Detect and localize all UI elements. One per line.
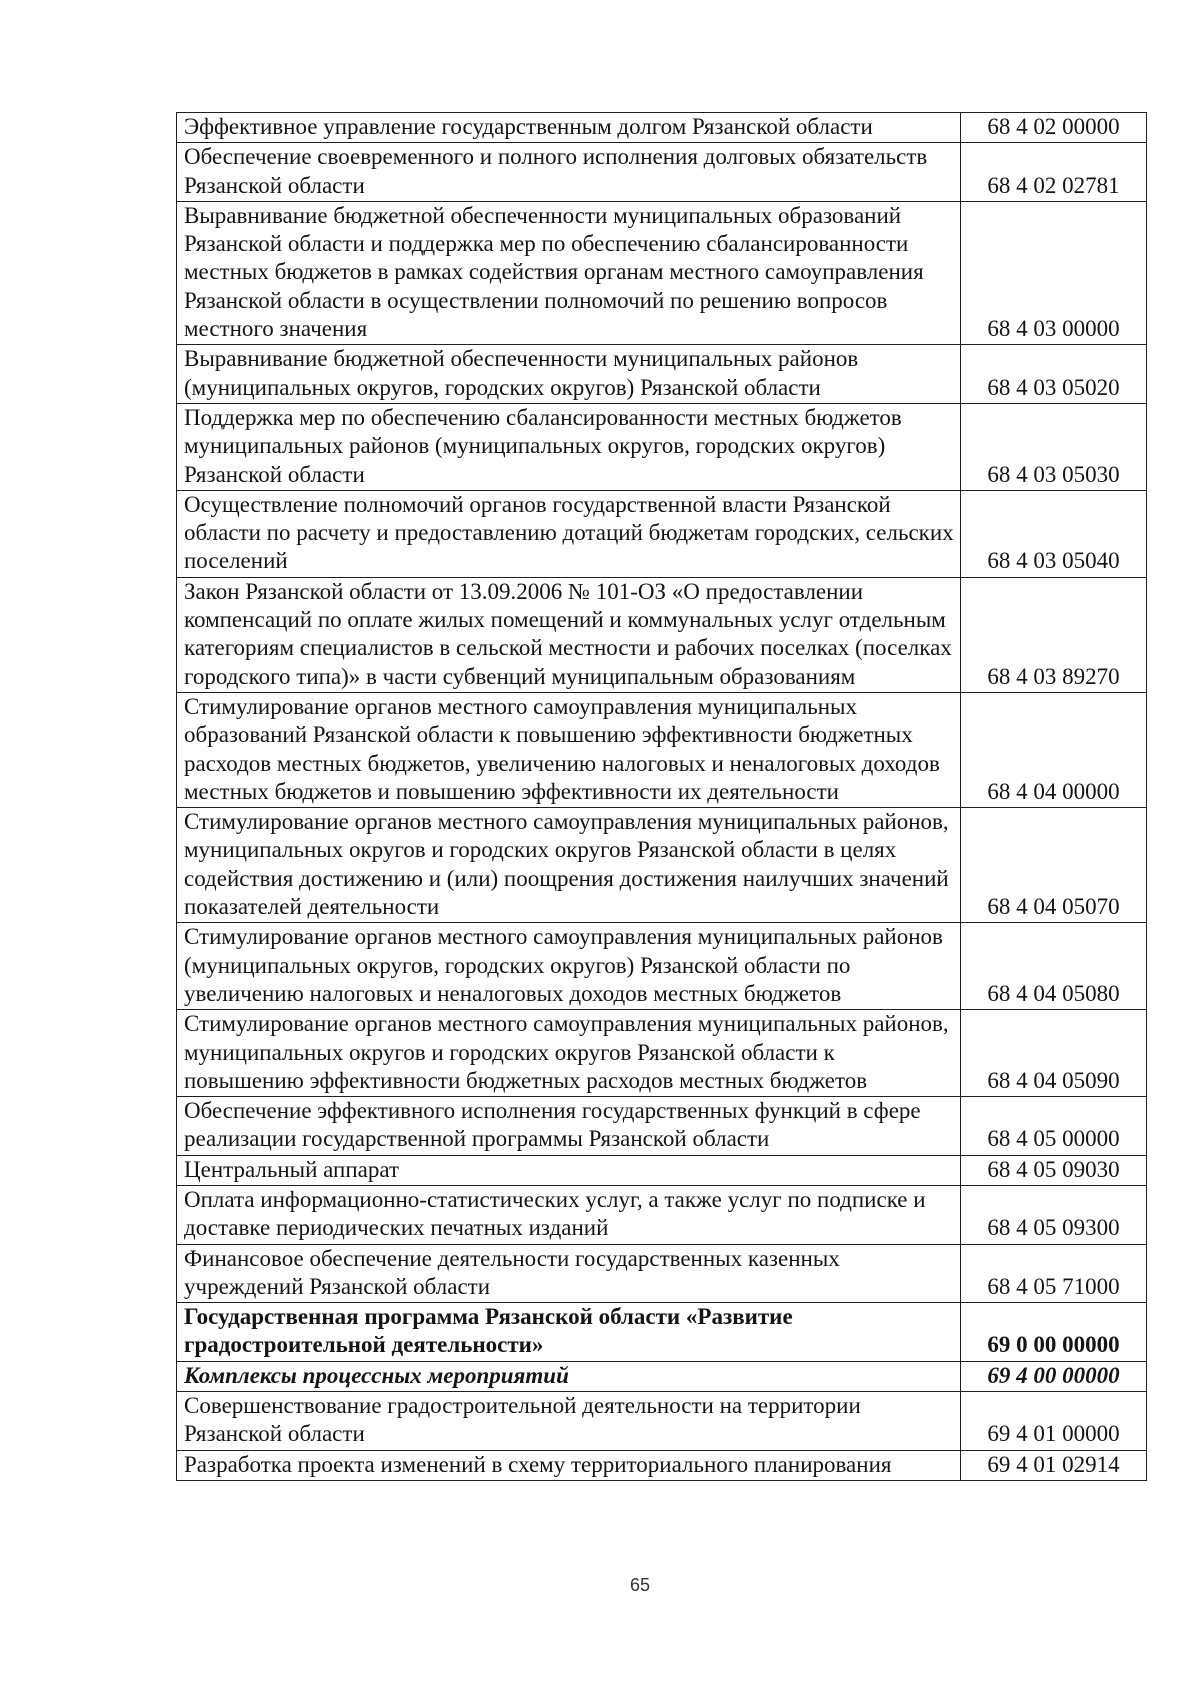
row-name-cell: Оплата информационно-статистических услуг, а также услуг по подписке и доставке периодических печатных изданий xyxy=(177,1185,961,1244)
row-code-cell: 68 4 04 00000 xyxy=(961,692,1147,807)
row-code-cell: 68 4 03 05040 xyxy=(961,490,1147,577)
table-body xyxy=(177,113,1147,1481)
table-row xyxy=(177,113,1147,143)
table-row xyxy=(177,1450,1147,1480)
table-row xyxy=(177,201,1147,344)
row-name-cell: Обеспечение своевременного и полного исполнения долговых обязательств Рязанской области xyxy=(177,143,961,202)
row-code-cell: 68 4 04 05090 xyxy=(961,1010,1147,1097)
row-name-cell: Поддержка мер по обеспечению сбалансированности местных бюджетов муниципальных районов (муниципальных округов, городских округов) Рязанской области xyxy=(177,403,961,490)
row-name-cell: Центральный аппарат xyxy=(177,1155,961,1185)
row-name-cell: Государственная программа Рязанской области «Развитие градостроительной деятельности» xyxy=(177,1303,961,1362)
table-row xyxy=(177,1244,1147,1303)
row-name-cell: Комплексы процессных мероприятий xyxy=(177,1361,961,1391)
row-name-cell: Стимулирование органов местного самоуправления муниципальных районов (муниципальных округов, городских округов) Рязанской области по увеличению налоговых и неналоговых доходов местных бюджетов xyxy=(177,923,961,1010)
table-row xyxy=(177,345,1147,404)
table-row xyxy=(177,1361,1147,1391)
row-name-cell: Стимулирование органов местного самоуправления муниципальных районов, муниципальных округов и городских округов Рязанской области к повышению эффективности бюджетных расходов местных бюджетов xyxy=(177,1010,961,1097)
row-code-cell: 68 4 05 09030 xyxy=(961,1155,1147,1185)
row-name-cell: Выравнивание бюджетной обеспеченности муниципальных районов (муниципальных округов, городских округов) Рязанской области xyxy=(177,345,961,404)
table-row xyxy=(177,490,1147,577)
row-code-cell: 68 4 05 09300 xyxy=(961,1185,1147,1244)
row-name-cell: Выравнивание бюджетной обеспеченности муниципальных образований Рязанской области и поддержка мер по обеспечению сбалансированности местных бюджетов в рамках содействия органам местного самоуправления Рязанской области в осуществлении полномочий по решению вопросов местного значения xyxy=(177,201,961,344)
row-code-cell: 68 4 03 05020 xyxy=(961,345,1147,404)
row-name-cell: Стимулирование органов местного самоуправления муниципальных образований Рязанской области к повышению эффективности бюджетных расходов местных бюджетов, увеличению налоговых и неналоговых доходов местных бюджетов и повышению эффективности их деятельности xyxy=(177,692,961,807)
table-row xyxy=(177,1155,1147,1185)
row-code-cell: 68 4 03 89270 xyxy=(961,577,1147,692)
row-code-cell: 69 4 01 00000 xyxy=(961,1392,1147,1451)
table-row xyxy=(177,403,1147,490)
row-name-cell: Обеспечение эффективного исполнения государственных функций в сфере реализации государственной программы Рязанской области xyxy=(177,1097,961,1156)
table-row xyxy=(177,1185,1147,1244)
row-code-cell: 68 4 04 05070 xyxy=(961,808,1147,923)
row-name-cell: Разработка проекта изменений в схему территориального планирования xyxy=(177,1450,961,1480)
row-name-cell: Закон Рязанской области от 13.09.2006 № 101-ОЗ «О предоставлении компенсаций по оплате жилых помещений и коммунальных услуг отдельным категориям специалистов в сельской местности и рабочих поселках (поселках городского типа)» в части субвенций муниципальным образованиям xyxy=(177,577,961,692)
row-name-cell: Стимулирование органов местного самоуправления муниципальных районов, муниципальных округов и городских округов Рязанской области в целях содействия достижению и (или) поощрения достижения наилучших значений показателей деятельности xyxy=(177,808,961,923)
row-code-cell: 68 4 05 00000 xyxy=(961,1097,1147,1156)
table-row xyxy=(177,577,1147,692)
table-row xyxy=(177,923,1147,1010)
row-name-cell: Совершенствование градостроительной деятельности на территории Рязанской области xyxy=(177,1392,961,1451)
row-code-cell: 68 4 05 71000 xyxy=(961,1244,1147,1303)
row-code-cell: 69 4 01 02914 xyxy=(961,1450,1147,1480)
row-code-cell: 69 4 00 00000 xyxy=(961,1361,1147,1391)
row-code-cell: 68 4 03 00000 xyxy=(961,201,1147,344)
table-row xyxy=(177,808,1147,923)
row-code-cell: 68 4 02 00000 xyxy=(961,113,1147,143)
table-row xyxy=(177,1010,1147,1097)
table-row xyxy=(177,1392,1147,1451)
row-name-cell: Осуществление полномочий органов государственной власти Рязанской области по расчету и предоставлению дотаций бюджетам городских, сельских поселений xyxy=(177,490,961,577)
table-row xyxy=(177,692,1147,807)
row-name-cell: Финансовое обеспечение деятельности государственных казенных учреждений Рязанской области xyxy=(177,1244,961,1303)
row-name-cell: Эффективное управление государственным долгом Рязанской области xyxy=(177,113,961,143)
budget-code-table xyxy=(176,112,1147,1481)
row-code-cell: 68 4 04 05080 xyxy=(961,923,1147,1010)
table-row xyxy=(177,1097,1147,1156)
table-row xyxy=(177,143,1147,202)
row-code-cell: 68 4 02 02781 xyxy=(961,143,1147,202)
row-code-cell: 69 0 00 00000 xyxy=(961,1303,1147,1362)
row-code-cell: 68 4 03 05030 xyxy=(961,403,1147,490)
page-number: 65 xyxy=(629,1575,651,1595)
table-row xyxy=(177,1303,1147,1362)
